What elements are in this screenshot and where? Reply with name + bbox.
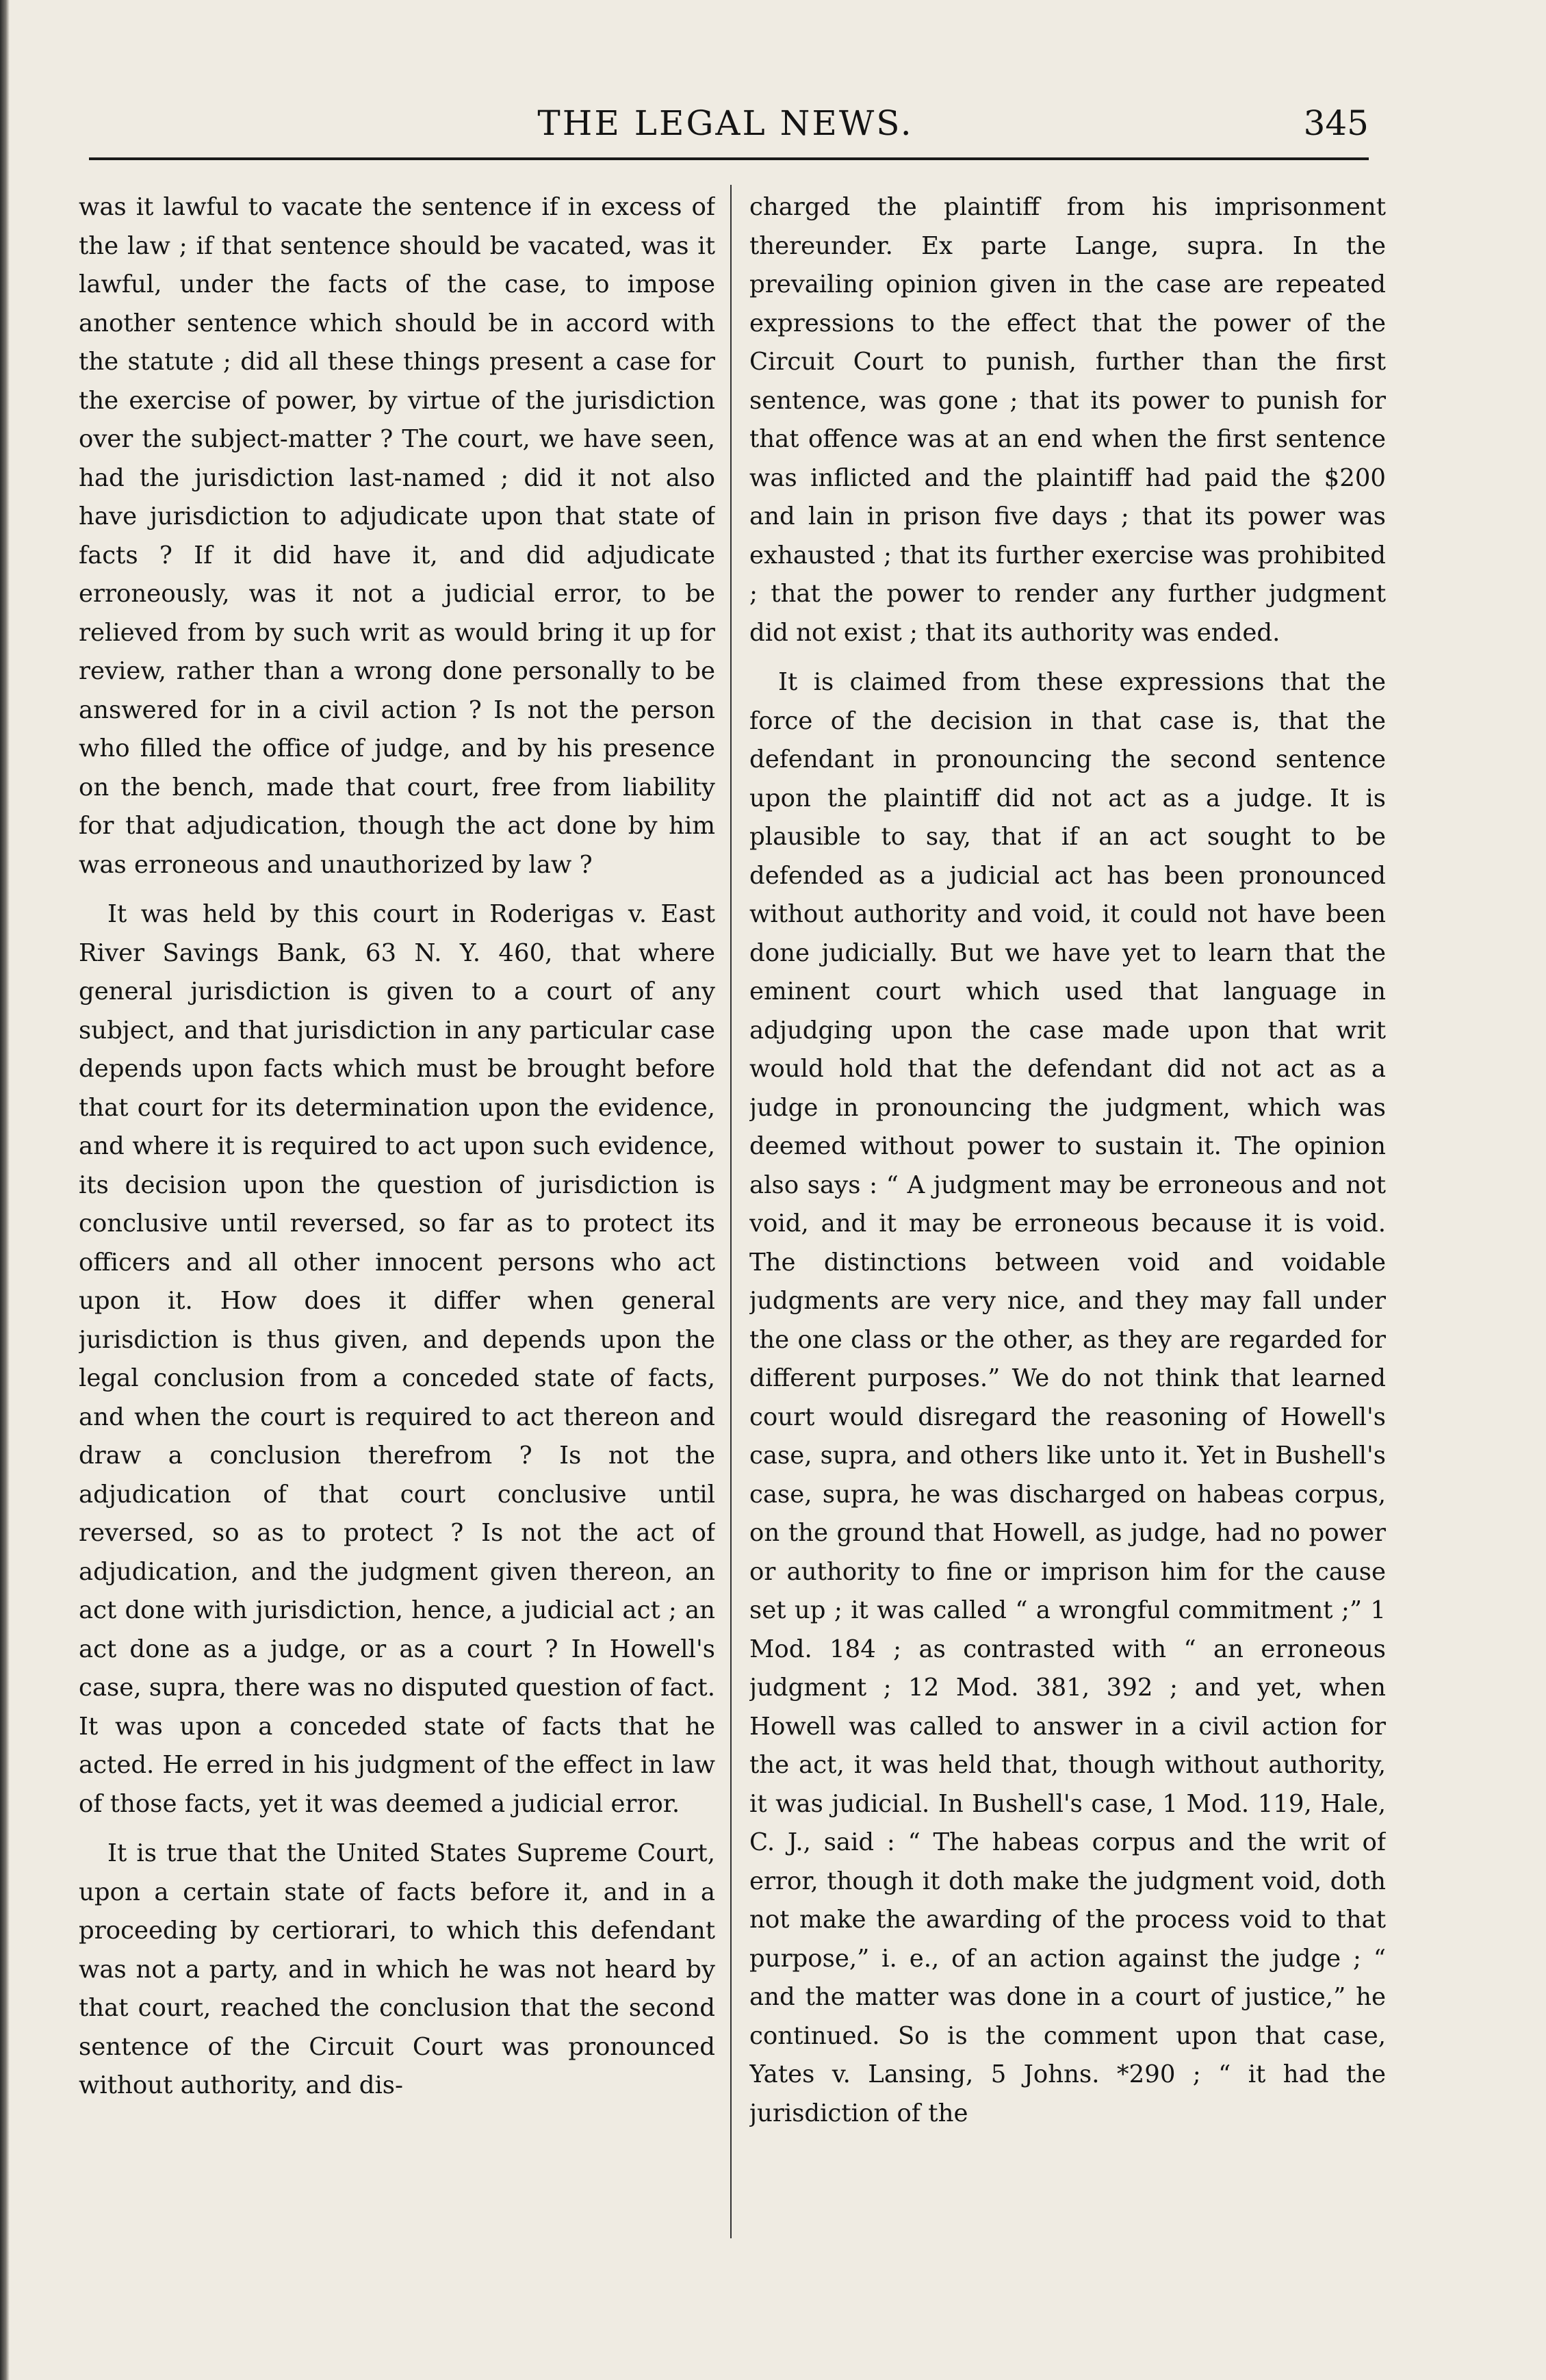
- running-title: THE LEGAL NEWS.: [537, 103, 914, 143]
- header-rule: [89, 157, 1369, 160]
- page-edge-shadow: [0, 0, 10, 2380]
- left-paragraph-3: It is true that the United States Supreme Court, upon a certain state of facts before it, and in a proceeding by certiorari, to which this defendant was not a party, and in which he was not heard by that court, reached the conclusion that the second sentence of the Circuit Court was pronounced without authority, and dis-: [79, 1839, 715, 2099]
- running-head: [82, 96, 1369, 151]
- right-column: [749, 188, 1386, 2317]
- right-paragraph-2: It is claimed from these expressions that the force of the decision in that case is, that the defendant in pronouncing the second sentence upon the plaintiff did not act as a judge. It is plausible to say, that if an act sought to be defended as a judicial act has been pronounced without authority and void, it could not have been done judicially. But we have yet to learn that the eminent court which used that language in adjudging upon the case made upon that writ would hold that the defendant did not act as a judge in pronouncing the judgment, which was deemed without power to sustain it. The opinion also says : “ A judgment may be erroneous and not void, and it may be erroneous because it is void. The distinctions between void and voidable judgments are very nice, and they may fall under the one class or the other, as they are regarded for different purposes.” We do not think that learned court would disregard the reasoning of Howell's case, supra, and others like unto it. Yet in Bushell's case, supra, he was discharged on habeas corpus, on the ground that Howell, as judge, had no power or authority to fine or imprison him for the cause set up ; it was called “ a wrongful commitment ;” 1 Mod. 184 ; as contrasted with “ an erroneous judgment ; 12 Mod. 381, 392 ; and yet, when Howell was called to answer in a civil action for the act, it was held that, though without authority, it was judicial. In Bushell's case, 1 Mod. 119, Hale, C. J., said : “ The habeas corpus and the writ of error, though it doth make the judgment void, doth not make the awarding of the process void to that purpose,” i. e., of an action against the judge ; “ and the matter was done in a court of justice,” he continued. So is the comment upon that case, Yates v. Lansing, 5 Johns. *290 ; “ it had the jurisdiction of the: [749, 668, 1386, 2127]
- left-column: [79, 188, 715, 2317]
- right-paragraph-1: charged the plaintiff from his imprisonment thereunder. Ex parte Lange, supra. In the prevailing opinion given in the case are repeated expressions to the effect that the power of the Circuit Court to punish, further than the first sentence, was gone ; that its power to punish for that offence was at an end when the first sentence was inflicted and the plaintiff had paid the $200 and lain in prison five days ; that its power was exhausted ; that its further exercise was prohibited ; that the power to render any further judgment did not exist ; that its authority was ended.: [749, 193, 1386, 647]
- left-paragraph-1: was it lawful to vacate the sentence if in excess of the law ; if that sentence should be vacated, was it lawful, under the facts of the case, to impose another sentence which should be in accord with the statute ; did all these things present a case for the exercise of power, by virtue of the jurisdiction over the subject-matter ? The court, we have seen, had the jurisdiction last-named ; did it not also have jurisdiction to adjudicate upon that state of facts ? If it did have it, and did adjudicate erroneously, was it not a judicial error, to be relieved from by such writ as would bring it up for review, rather than a wrong done personally to be answered for in a civil action ? Is not the person who filled the office of judge, and by his presence on the bench, made that court, free from liability for that adjudication, though the act done by him was erroneous and unauthorized by law ?: [79, 193, 715, 879]
- column-divider: [730, 185, 732, 2238]
- page-number: 345: [1303, 103, 1369, 143]
- left-paragraph-2: It was held by this court in Roderigas v. East River Savings Bank, 63 N. Y. 460, that where general jurisdiction is given to a court of any subject, and that jurisdiction in any particular case depends upon facts which must be brought before that court for its determination upon the evidence, and where it is required to act upon such evidence, its decision upon the question of jurisdiction is conclusive until reversed, so far as to protect its officers and all other innocent persons who act upon it. How does it differ when general jurisdiction is thus given, and depends upon the legal conclusion from a conceded state of facts, and when the court is required to act thereon and draw a conclusion therefrom ? Is not the adjudication of that court conclusive until reversed, so as to protect ? Is not the act of adjudication, and the judgment given thereon, an act done with jurisdiction, hence, a judicial act ; an act done as a judge, or as a court ? In Howell's case, supra, there was no disputed question of fact. It was upon a conceded state of facts that he acted. He erred in his judgment of the effect in law of those facts, yet it was deemed a judicial error.: [79, 900, 715, 1818]
